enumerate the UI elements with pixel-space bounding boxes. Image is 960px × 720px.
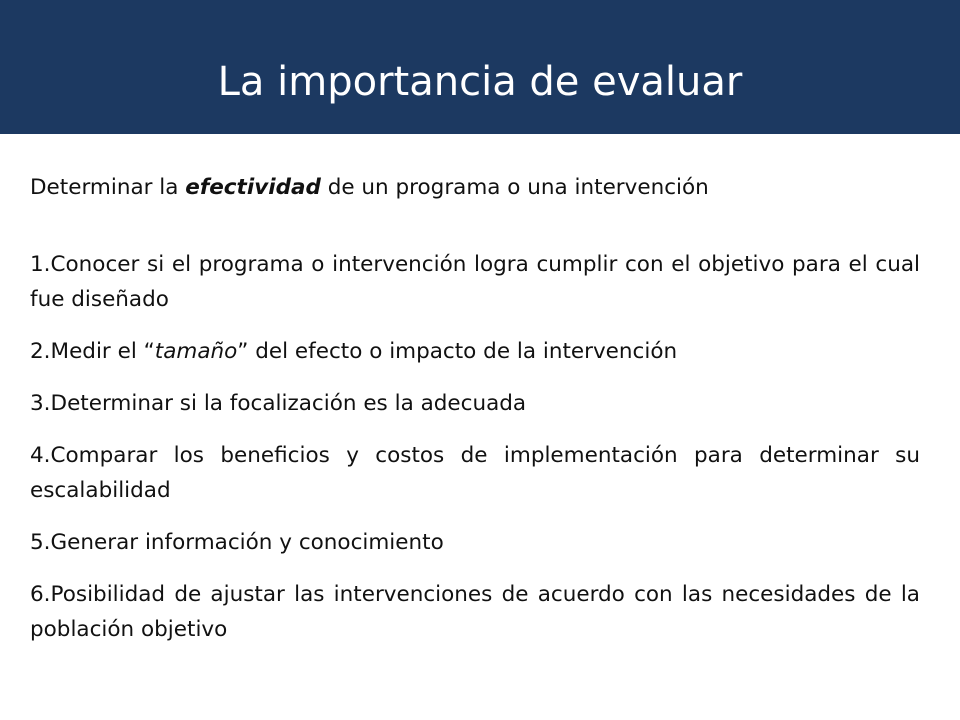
intro-emphasis: efectividad <box>185 175 321 200</box>
intro-text-after: de un programa o una intervención <box>320 175 709 200</box>
objective-item-5: 5.Generar información y conocimiento <box>30 530 444 555</box>
objective-item-6: 6.Posibilidad de ajustar las intervenciones de acuerdo con las necesidades de la población objetivo <box>30 582 920 642</box>
intro-text <box>30 170 920 206</box>
objectives-list <box>30 247 920 647</box>
title-bar <box>0 0 960 134</box>
slide-body <box>30 170 920 664</box>
objective-2-emphasis: tamaño <box>154 339 238 364</box>
objective-item-1: 1.Conocer si el programa o intervención logra cumplir con el objetivo para el cual fue diseñado <box>30 252 920 312</box>
objective-item-4: 4.Comparar los beneficios y costos de implementación para determinar su escalabilidad <box>30 443 920 503</box>
objective-2-after: ” del efecto o impacto de la intervención <box>237 339 678 364</box>
intro-text-before: Determinar la <box>30 175 186 200</box>
objective-item-3: 3.Determinar si la focalización es la adecuada <box>30 391 527 416</box>
slide-title: La importancia de evaluar <box>217 59 743 105</box>
objective-2-before: 2.Medir el “ <box>30 339 155 364</box>
objective-item-2 <box>30 334 920 369</box>
